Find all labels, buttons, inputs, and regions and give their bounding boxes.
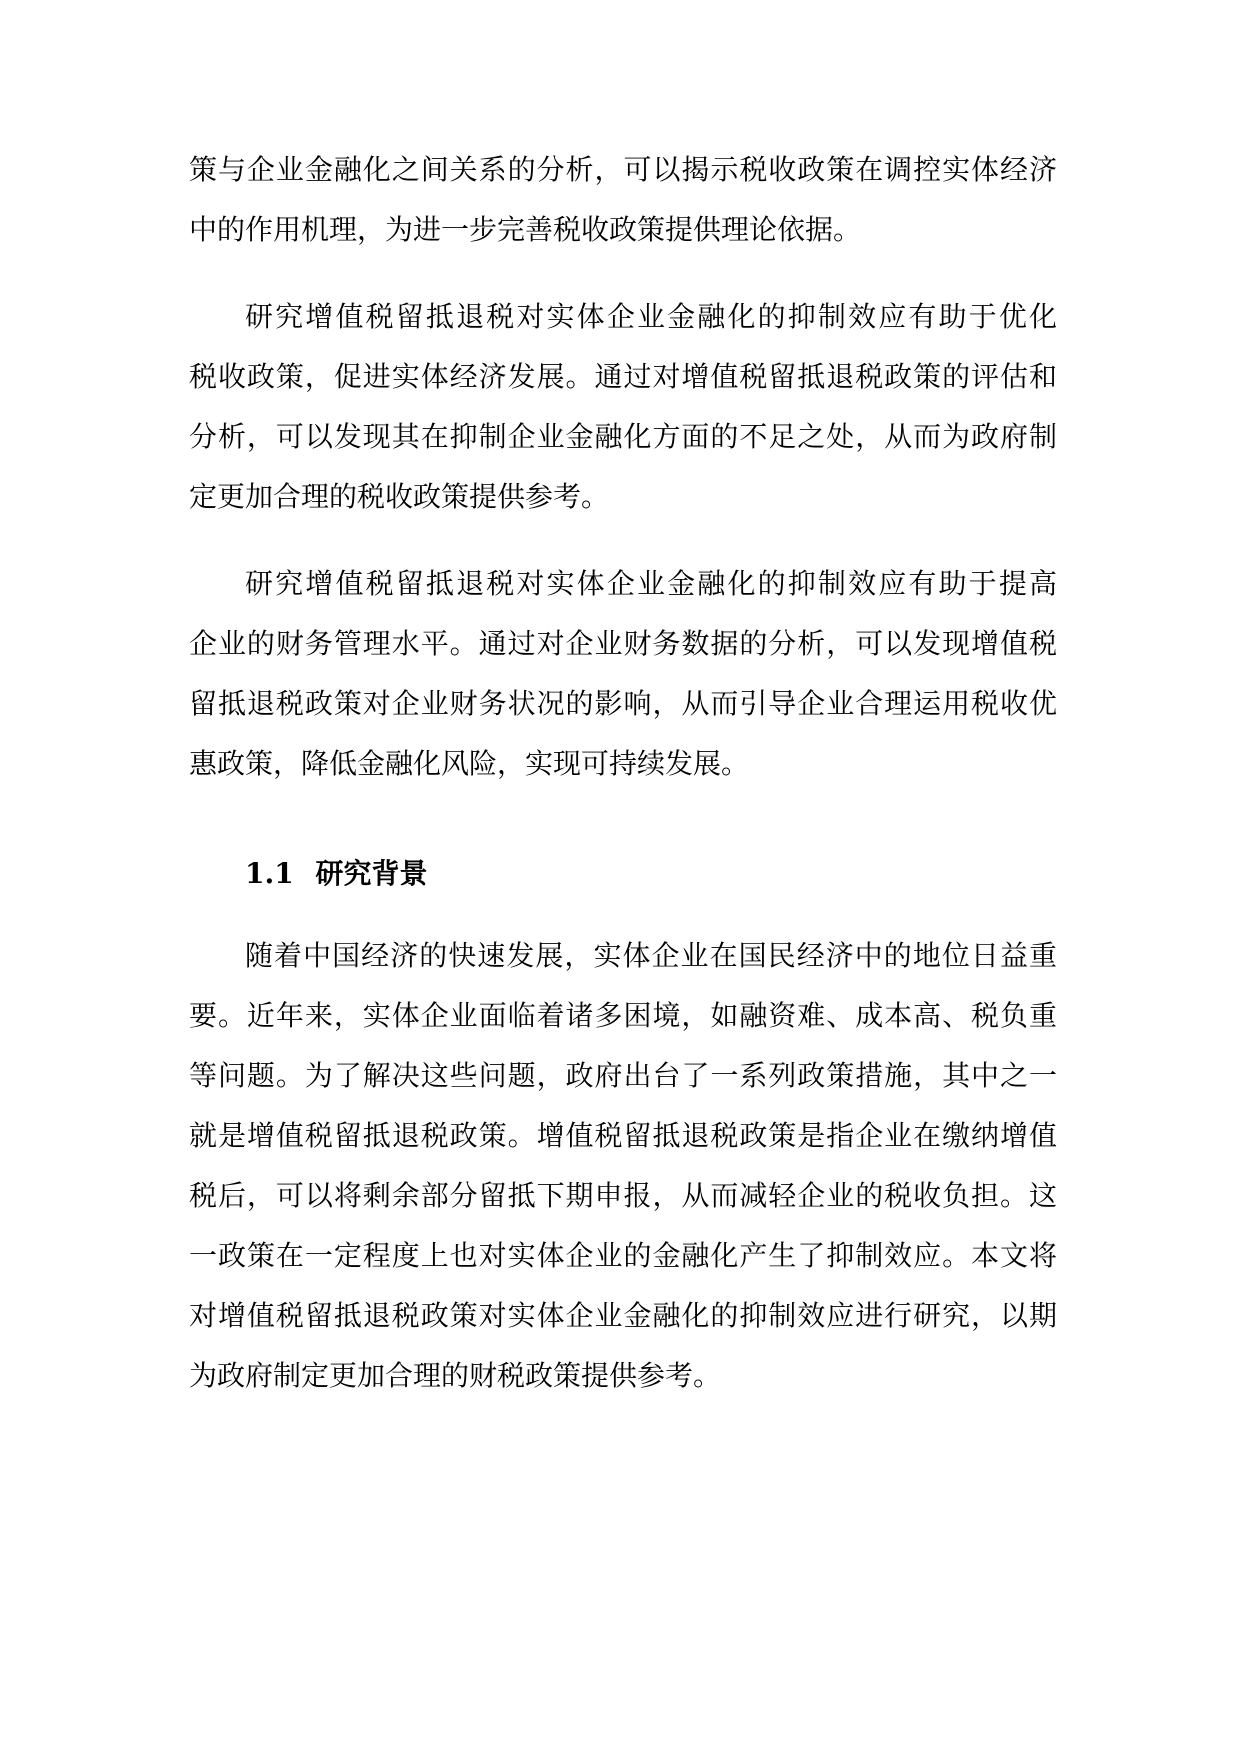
text-line: 税收政策，促进实体经济发展。通过对增值税留抵退税政策的评估和: [189, 360, 1057, 393]
text-line: 对增值税留抵退税政策对实体企业金融化的抑制效应进行研究，以期: [189, 1299, 1057, 1332]
text-line: 一政策在一定程度上也对实体企业的金融化产生了抑制效应。本文将: [189, 1239, 1057, 1272]
text-line: 随着中国经济的快速发展，实体企业在国民经济中的地位日益重: [245, 939, 1057, 972]
text-line: 税后，可以将剩余部分留抵下期申报，从而减轻企业的税收负担。这: [189, 1179, 1057, 1212]
section-number: 1.1: [245, 857, 294, 890]
text-line: 分析，可以发现其在抑制企业金融化方面的不足之处，从而为政府制: [189, 420, 1057, 453]
text-line: 等问题。为了解决这些问题，政府出台了一系列政策措施，其中之一: [189, 1059, 1057, 1092]
paragraph: [189, 554, 1057, 794]
text-line: 要。近年来，实体企业面临着诸多困境，如融资难、成本高、税负重: [189, 999, 1057, 1032]
section-heading: [189, 844, 1057, 904]
paragraph: [189, 926, 1057, 1406]
text-line: 就是增值税留抵退税政策。增值税留抵退税政策是指企业在缴纳增值: [189, 1119, 1057, 1152]
paragraph: [189, 287, 1057, 527]
text-line: 惠政策，降低金融化风险，实现可持续发展。: [189, 747, 750, 780]
section-title: 研究背景: [315, 857, 428, 890]
document-body: [189, 140, 1057, 1406]
text-line: 留抵退税政策对企业财务状况的影响，从而引导企业合理运用税收优: [189, 687, 1057, 720]
text-line: 策与企业金融化之间关系的分析，可以揭示税收政策在调控实体经济: [189, 153, 1057, 186]
text-line: 研究增值税留抵退税对实体企业金融化的抑制效应有助于优化: [245, 300, 1057, 333]
text-line: 研究增值税留抵退税对实体企业金融化的抑制效应有助于提高: [245, 567, 1057, 600]
paragraph: [189, 140, 1057, 260]
text-line: 企业的财务管理水平。通过对企业财务数据的分析，可以发现增值税: [189, 627, 1057, 660]
text-line: 定更加合理的税收政策提供参考。: [189, 480, 610, 513]
text-line: 为政府制定更加合理的财税政策提供参考。: [189, 1359, 722, 1392]
text-line: 中的作用机理，为进一步完善税收政策提供理论依据。: [189, 213, 862, 246]
